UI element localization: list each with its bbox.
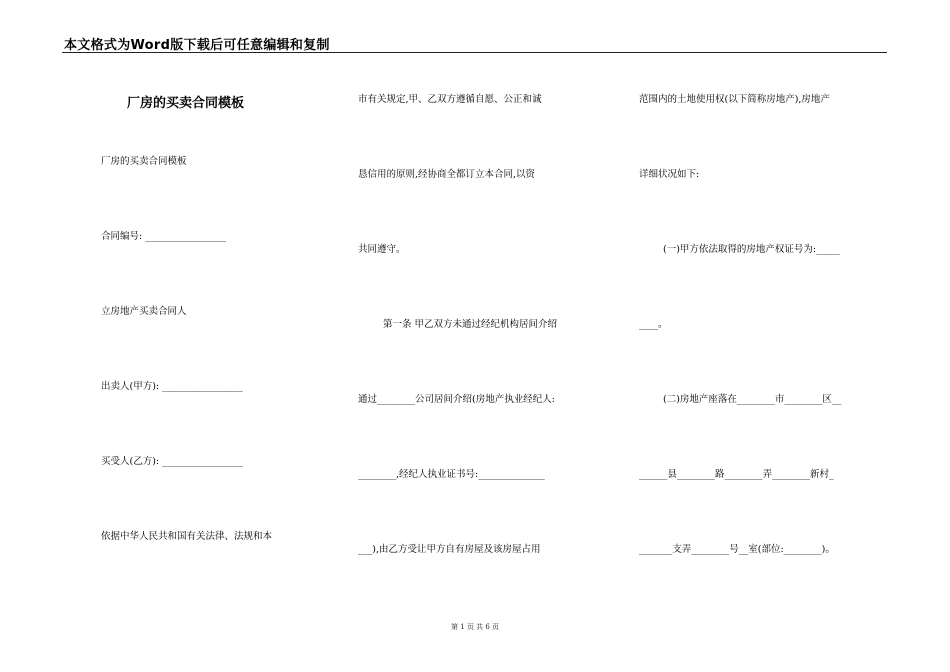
- text-line: 市有关规定,甲、乙双方遵循自愿、公正和诚: [358, 94, 542, 105]
- text-line: (二)房地产座落在________市________区__: [663, 394, 842, 405]
- article-heading: 第一条 甲乙双方未通过经纪机构居间介绍: [383, 319, 558, 330]
- text-line: 通过________公司居间介绍(房地产执业经纪人:: [358, 394, 555, 405]
- document-title: 厂房的买卖合同模板: [127, 96, 245, 111]
- text-line: 详细状况如下:: [639, 169, 700, 180]
- text-line: 厂房的买卖合同模板: [101, 156, 187, 167]
- text-line: _______支弄________号__室(部位:________)。: [639, 544, 835, 555]
- text-line: 范围内的土地使用权(以下简称房地产),房地产: [639, 94, 830, 105]
- header-divider: [62, 52, 887, 53]
- text-line: 依据中华人民共和国有关法律、法规和本: [101, 531, 273, 542]
- text-line: ____。: [639, 319, 668, 330]
- text-line: (一)甲方依法取得的房地产权证号为:_____: [663, 244, 840, 255]
- text-line: ________,经纪人执业证书号:______________: [358, 469, 545, 480]
- text-line: ______县________路________弄________新村_: [639, 469, 834, 480]
- text-line: ___),由乙方受让甲方自有房屋及该房屋占用: [358, 544, 541, 555]
- text-line: 买受人(乙方): _________________: [101, 456, 243, 467]
- text-line: 恳信用的原则,经协商全都订立本合同,以资: [358, 169, 536, 180]
- page-number: 第 1 页 共 6 页: [450, 623, 500, 631]
- header-title: 本文格式为Word版下载后可任意编辑和复制: [64, 38, 330, 53]
- text-line: 共同遵守。: [358, 244, 406, 255]
- text-line: 出卖人(甲方): _________________: [101, 381, 243, 392]
- text-line: 合同编号: _________________: [101, 231, 226, 242]
- text-line: 立房地产买卖合同人: [101, 306, 187, 317]
